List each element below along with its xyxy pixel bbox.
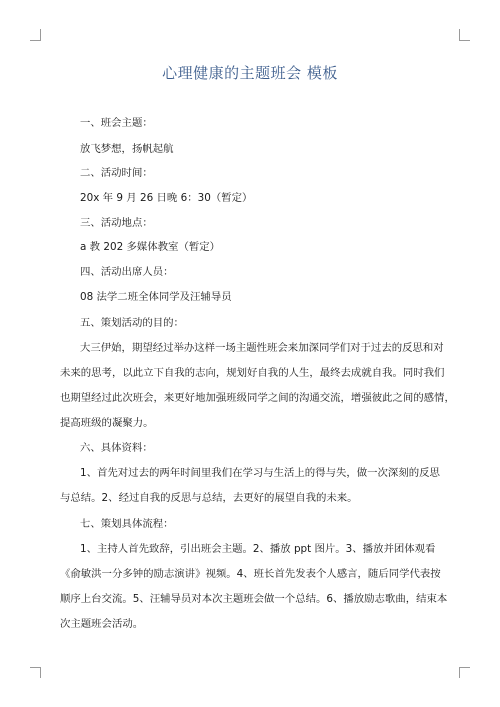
section-heading-location: 三、活动地点： [80,217,153,229]
paragraph-line: 次主题班会活动。 [60,618,144,630]
paragraph-line: 大三伊始，期望经过举办这样一场主题性班会来加深同学们对于过去的反思和对 [80,342,444,354]
section-heading-process: 七、策划具体流程： [80,518,174,530]
crop-mark-top-left [40,29,41,40]
crop-mark-bottom-right [459,667,460,678]
document-title: 心理健康的主题班会 模板 [162,64,338,82]
section-value-time: 20x 年 9 月 26 日晚 6：30（暂定） [80,192,253,204]
crop-mark-top-right [459,29,460,40]
section-value-location: a 教 202 多媒体教室（暂定） [80,241,221,253]
section-value-theme: 放飞梦想，扬帆起航 [80,143,174,155]
paragraph-line: 也期望经过此次班会，来更好地加强班级同学之间的沟通交流，增强彼此之间的感情， [60,392,455,404]
paragraph-line: 未来的思考，以此立下自我的志向，规划好自我的人生，最终去成就自我。同时我们 [60,367,445,379]
section-heading-attendees: 四、活动出席人员： [80,266,174,278]
section-heading-purpose: 五、策划活动的目的： [80,317,184,329]
paragraph-line: 1、首先对过去的两年时间里我们在学习与生活上的得与失，做一次深刻的反思 [80,467,440,479]
section-heading-time: 二、活动时间： [80,167,153,179]
section-heading-content: 六、具体资料： [80,442,153,454]
paragraph-line: 《俞敏洪一分多钟的励志演讲》视频。4、班长首先发表个人感言，随后同学代表按 [60,568,441,580]
paragraph-line: 顺序上台交流。5、汪辅导员对本次主题班会做一个总结。6、播放励志歌曲，结束本 [60,593,448,605]
paragraph-line: 提高班级的凝聚力。 [60,417,154,429]
crop-mark-bottom-left [40,667,41,678]
crop-mark-top-left [30,40,41,41]
section-value-attendees: 08 法学二班全体同学及汪辅导员 [80,291,232,303]
crop-mark-top-right [459,40,470,41]
paragraph-line: 1、主持人首先致辞，引出班会主题。2、播放 ppt 图片。3、播放并团体观看 [80,543,436,555]
section-heading-theme: 一、班会主题： [80,117,153,129]
paragraph-line: 与总结。2、经过自我的反思与总结，去更好的展望自我的未来。 [60,492,358,504]
crop-mark-bottom-right [459,667,470,668]
